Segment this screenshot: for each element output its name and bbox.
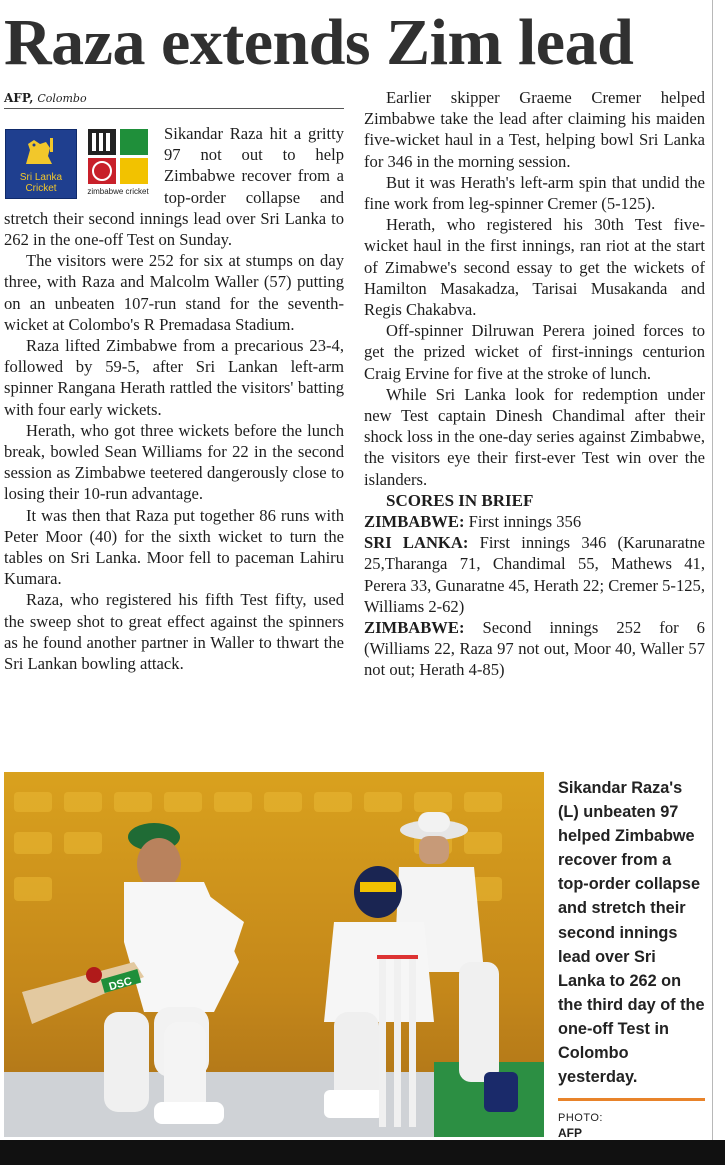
match-photo (4, 772, 544, 1137)
zimbabwe-cricket-label: zimbabwe cricket (87, 187, 149, 196)
photo-credit-label: PHOTO: (558, 1112, 603, 1124)
article-paragraph: Earlier skipper Graeme Cremer helped Zimbabwe take the lead after claiming his maiden five-wicket haul in a Test, helping bowl Sri Lanka for 346 in the morning session. (364, 88, 705, 171)
score-line (364, 511, 705, 532)
article-paragraph: Raza lifted Zimbabwe from a precarious 23-4, followed by 59-5, after Sri Lankan left-arm spinner Rangana Herath rattled the visitors' batting with four early wickets. (4, 336, 344, 419)
score-team: SRI LANKA: (364, 533, 469, 553)
sl-logo-line-2: Cricket (25, 183, 57, 194)
article-paragraph: It was then that Raza put together 86 runs with Peter Moor (40) for the sixth wicket to turn the tables on Sri Lanka. Moor fell to paceman Lahiru Kumara. (4, 505, 344, 589)
article-column-right (364, 87, 705, 681)
photo-credit-name: AFP (558, 1126, 582, 1140)
cricket-ball (86, 967, 102, 983)
lion-icon (20, 136, 60, 168)
score-team: ZIMBABWE: (364, 512, 465, 532)
stumps (377, 955, 418, 1127)
article-paragraph: Off-spinner Dilruwan Perera joined forces to get the prized wicket of first-innings centurion Craig Ervine for five at the stroke of lunch. (364, 321, 705, 383)
score-text: First innings 346 (Karunaratne 25,Tharanga 71, Chandimal 55, Mathews 41, Perera 33, Gunaratne 45, Herath 22; Cremer 5-125, Williams 2-62) (364, 533, 705, 616)
scores-heading: SCORES IN BRIEF (386, 490, 534, 510)
article-paragraph: Herath, who registered his 30th Test five-wicket haul in the first innings, ran riot at the start of Zimabwe's second essay to get the wickets of Hamilton Masakadza, Tarisai Musakanda and Regis Chakabva. (364, 215, 705, 320)
article-paragraph: Sikandar Raza hit a gritty 97 not out to help Zimbabwe recover from a top-order collapse and stretch their second innings lead over Sri Lanka to 262 in the one-off Test on Sunday. (4, 124, 344, 250)
score-text: Second innings 252 for 6 (Williams 22, Raza 97 not out, Moor 40, Waller 57 not out; Herath 4-85) (364, 618, 705, 680)
article-paragraph: Herath, who got three wickets before the lunch break, bowled Sean Williams for 22 in the second session as Zimbabwe teetered dangerously close to losing their 10-run advantage. (4, 420, 344, 504)
zimbabwe-cricket-logo (82, 127, 154, 197)
byline-place: Colombo (37, 92, 87, 105)
caption-rule (558, 1098, 705, 1101)
sri-lanka-cricket-logo (5, 129, 77, 199)
sri-lanka-cricket-label (6, 172, 76, 194)
bat-sticker-text: DSC (107, 975, 134, 994)
byline (4, 90, 344, 109)
byline-agency: AFP, (4, 91, 34, 105)
article-paragraph: But it was Herath's left-arm spin that undid the fine work from leg-spinner Cremer (5-125). (364, 172, 705, 214)
sl-logo-line-1: Sri Lanka (19, 172, 63, 183)
article-paragraph: The visitors were 252 for six at stumps on day three, with Raza and Malcolm Waller (57) putting on an unbeaten 107-run stand for the seventh-wicket at Colombo's R Premadasa Stadium. (4, 251, 344, 334)
article-paragraph: While Sri Lanka look for redemption under new Test captain Dinesh Chandimal after their shock loss in the one-day series against Zimbabwe, the visitors eye their first-ever Test win over the islanders. (364, 384, 705, 489)
column-divider (712, 0, 713, 1140)
article-column-left (4, 123, 344, 674)
score-text: First innings 356 (468, 512, 582, 532)
headline: Raza extends Zim lead (4, 6, 634, 79)
score-line (364, 617, 705, 681)
score-team: ZIMBABWE: (364, 618, 465, 638)
team-logos (4, 126, 156, 198)
bottom-bar (0, 1140, 725, 1165)
score-line (364, 532, 705, 617)
photo-caption: Sikandar Raza's (L) unbeaten 97 helped Zimbabwe recover from a top-order collapse and stretch their second innings lead over Sri Lanka to 262 on the third day of the one-off Test in Colombo yesterday. (558, 779, 705, 1087)
article-paragraph: Raza, who registered his fifth Test fifty, used the sweep shot to great effect against the spinners as he found another partner in Waller to thwart the Sri Lankan bowling attack. (4, 590, 344, 674)
